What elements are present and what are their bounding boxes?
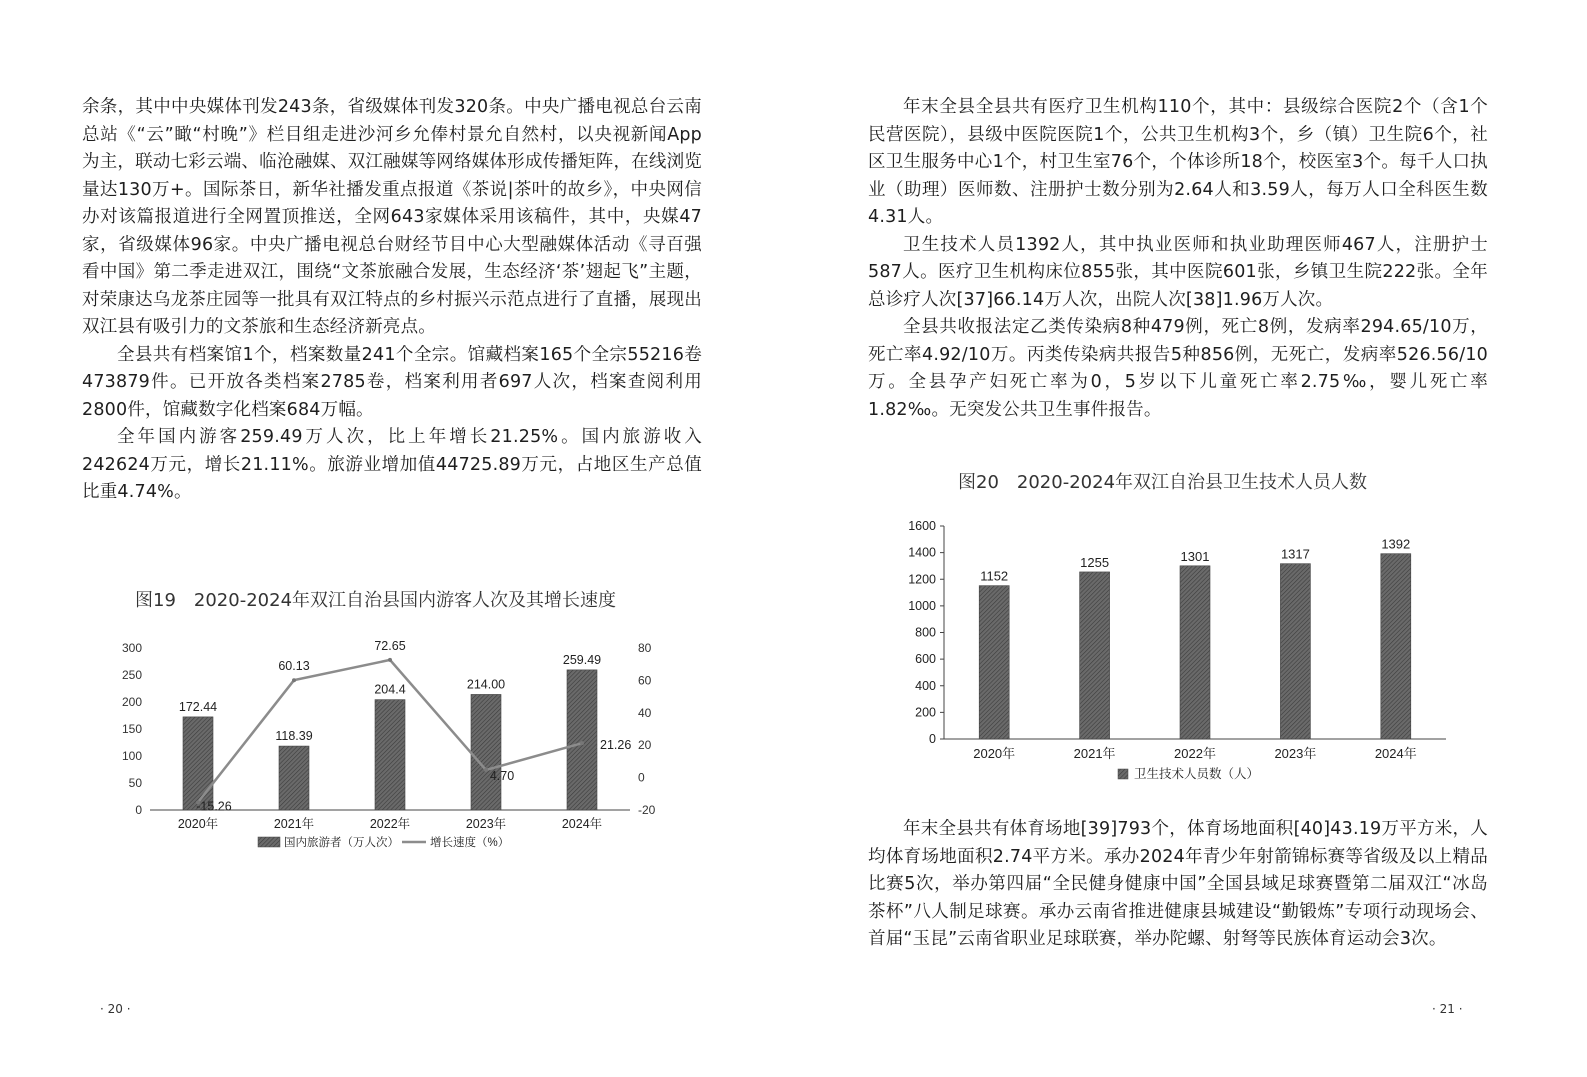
page-number-left: · 20 · bbox=[100, 1002, 131, 1016]
y-tick-label: 600 bbox=[915, 652, 936, 667]
health-staff-bar-label: 1255 bbox=[1080, 554, 1110, 570]
legend-bar-label: 国内旅游者（万人次） bbox=[284, 837, 399, 849]
y-left-tick-label: 100 bbox=[121, 749, 142, 763]
legend-bar-swatch bbox=[1118, 769, 1128, 779]
paragraph-health-staff: 卫生技术人员1392人，其中执业医师和执业助理医师467人，注册护士587人。医疗卫生机构床位855张，其中医院601张，乡镇卫生院222张。全年总诊疗人次[37]66.14万人次，出院人次[38]1.96万人次。 bbox=[868, 234, 1488, 310]
tourist-bar-label: 214.00 bbox=[466, 677, 506, 692]
y-left-tick-label: 250 bbox=[121, 668, 142, 682]
y-tick-label: 1400 bbox=[908, 545, 936, 560]
x-tick-label: 2023年 bbox=[465, 817, 507, 831]
y-left-tick-label: 50 bbox=[128, 776, 142, 790]
paragraph-disease: 全县共收报法定乙类传染病8种479例，死亡8例，发病率294.65/10万，死亡率4.92/10万。丙类传染病共报告5种856例，无死亡，发病率526.56/10万。全县孕产妇死亡率为0，5岁以下儿童死亡率2.75‰，婴儿死亡率1.82‰。无突发公共卫生事件报告。 bbox=[868, 317, 1488, 420]
tourist-bar bbox=[279, 746, 309, 810]
health-staff-bar bbox=[1280, 564, 1310, 739]
tourism-chart bbox=[110, 632, 670, 872]
x-tick-label: 2022年 bbox=[369, 817, 411, 831]
x-tick-label: 2022年 bbox=[1174, 746, 1216, 761]
y-tick-label: 400 bbox=[915, 678, 936, 693]
growth-rate-point bbox=[388, 658, 392, 662]
tourist-bar-label: 259.49 bbox=[562, 652, 602, 667]
right-body-text-top bbox=[868, 94, 1488, 424]
y-tick-label: 0 bbox=[929, 732, 936, 746]
y-right-tick-label: -20 bbox=[638, 803, 656, 817]
x-tick-label: 2023年 bbox=[1274, 746, 1317, 761]
x-tick-label: 2024年 bbox=[1374, 746, 1417, 761]
paragraph-tourism: 全年国内游客259.49万人次，比上年增长21.25%。国内旅游收入242624万元，增长21.11%。旅游业增加值44725.89万元，占地区生产总值比重4.74%。 bbox=[82, 427, 702, 502]
y-tick-label: 800 bbox=[915, 625, 936, 640]
paragraph-archives: 全县共有档案馆1个，档案数量241个全宗。馆藏档案165个全宗55216卷473879件。已开放各类档案2785卷，档案利用者697人次，档案查阅利用2800件，馆藏数字化档案684万幅。 bbox=[82, 344, 702, 420]
paragraph-sports: 年末全县共有体育场地[39]793个，体育场地面积[40]43.19万平方米，人均体育场地面积2.74平方米。承办2024年青少年射箭锦标赛等省级及以上精品比赛5次，举办第四届“全民健身健康中国”全国县域足球赛暨第二届双江“冰岛茶杯”八人制足球赛。承办云南省推进健康县城建设“勤锻炼”专项行动现场会、首届“玉昆”云南省职业足球联赛，举办陀螺、射弩等民族体育运动会3次。 bbox=[868, 819, 1488, 949]
paragraph-medical: 年末全县全县共有医疗卫生机构110个，其中：县级综合医院2个（含1个民营医院），县级中医院医院1个，公共卫生机构3个，乡（镇）卫生院6个，社区卫生服务中心1个，村卫生室76个，个体诊所18个，校医室3个。每千人口执业（助理）医师数、注册护士数分别为2.64人和3.59人，每万人口全科医生数4.31人。 bbox=[868, 97, 1488, 227]
legend-bar-label: 卫生技术人员数（人） bbox=[1134, 767, 1260, 781]
y-right-tick-label: 0 bbox=[638, 770, 645, 785]
growth-rate-label: -15.26 bbox=[196, 799, 232, 814]
y-right-tick-label: 20 bbox=[638, 738, 652, 753]
y-right-tick-label: 40 bbox=[638, 705, 652, 720]
tourist-bar-label: 204.4 bbox=[374, 682, 406, 697]
growth-rate-label: 4.70 bbox=[489, 768, 515, 783]
y-tick-label: 1600 bbox=[908, 519, 936, 533]
tourist-bar bbox=[567, 670, 597, 810]
growth-rate-point bbox=[292, 678, 296, 682]
health-staff-bar-label: 1317 bbox=[1280, 546, 1310, 562]
x-tick-label: 2020年 bbox=[177, 817, 219, 831]
growth-rate-label: 60.13 bbox=[278, 659, 310, 674]
growth-rate-point bbox=[580, 741, 584, 745]
growth-rate-label: 21.26 bbox=[600, 738, 632, 753]
y-left-tick-label: 200 bbox=[121, 695, 142, 709]
figure-19-title: 图19 2020-2024年双江自治县国内游客人次及其增长速度 bbox=[135, 590, 617, 611]
health-staff-bar-label: 1152 bbox=[980, 568, 1009, 584]
y-right-tick-label: 60 bbox=[638, 673, 652, 688]
y-right-tick-label: 80 bbox=[638, 641, 652, 655]
y-left-tick-label: 0 bbox=[135, 803, 142, 817]
tourist-bar bbox=[183, 717, 213, 810]
health-staff-chart bbox=[900, 510, 1480, 800]
left-page bbox=[0, 0, 790, 1077]
left-body-text bbox=[82, 94, 702, 507]
paragraph-media: 余条，其中中央媒体刊发243条，省级媒体刊发320条。中央广播电视总台云南总站《“云”瞰“村晚”》栏目组走进沙河乡允俸村景允自然村，以央视新闻App为主，联动七彩云端、临沧融媒、双江融媒等网络媒体形成传播矩阵，在线浏览量达130万+。国际茶日，新华社播发重点报道《茶说|茶叶的故乡》，中央网信办对该篇报道进行全网置顶推送，全网643家媒体采用该稿件，其中，央媒47家，省级媒体96家。中央广播电视总台财经节目中心大型融媒体活动《寻百强 看中国》第二季走进双江，围绕“文茶旅融合发展，生态经济‘茶’翅起飞”主题，对荣康达乌龙茶庄园等一批具有双江特点的乡村振兴示范点进行了直播，展现出双江县有吸引力的文茶旅和生态经济新亮点。 bbox=[82, 97, 702, 337]
y-left-tick-label: 150 bbox=[121, 722, 142, 736]
y-tick-label: 1200 bbox=[908, 572, 936, 587]
y-left-tick-label: 300 bbox=[121, 641, 142, 655]
tourist-bar-label: 172.44 bbox=[178, 699, 218, 714]
health-staff-bar bbox=[979, 586, 1009, 739]
x-tick-label: 2021年 bbox=[1073, 746, 1116, 761]
health-staff-bar-label: 1301 bbox=[1180, 548, 1210, 564]
growth-rate-point bbox=[484, 768, 488, 772]
tourist-bar bbox=[471, 694, 501, 810]
health-staff-bar bbox=[1080, 572, 1110, 739]
x-tick-label: 2024年 bbox=[561, 817, 603, 831]
y-tick-label: 200 bbox=[915, 705, 936, 720]
x-tick-label: 2021年 bbox=[273, 817, 315, 831]
tourist-bar bbox=[375, 700, 405, 810]
right-body-text-bottom bbox=[868, 816, 1488, 954]
legend-line-label: 增长速度（%） bbox=[430, 837, 510, 849]
chart19-legend bbox=[258, 835, 509, 849]
page-number-right: · 21 · bbox=[1432, 1002, 1463, 1016]
health-staff-bar-label: 1392 bbox=[1381, 536, 1411, 552]
tourist-bar-label: 118.39 bbox=[275, 729, 313, 744]
right-page bbox=[800, 0, 1587, 1077]
health-staff-bar bbox=[1381, 554, 1411, 739]
legend-bar-swatch bbox=[258, 837, 280, 847]
growth-rate-label: 72.65 bbox=[374, 638, 406, 653]
y-tick-label: 1000 bbox=[908, 598, 936, 613]
chart20-legend bbox=[1118, 766, 1259, 781]
figure-20-title: 图20 2020-2024年双江自治县卫生技术人员人数 bbox=[958, 472, 1368, 493]
health-staff-bar bbox=[1180, 566, 1210, 739]
x-tick-label: 2020年 bbox=[973, 746, 1016, 761]
